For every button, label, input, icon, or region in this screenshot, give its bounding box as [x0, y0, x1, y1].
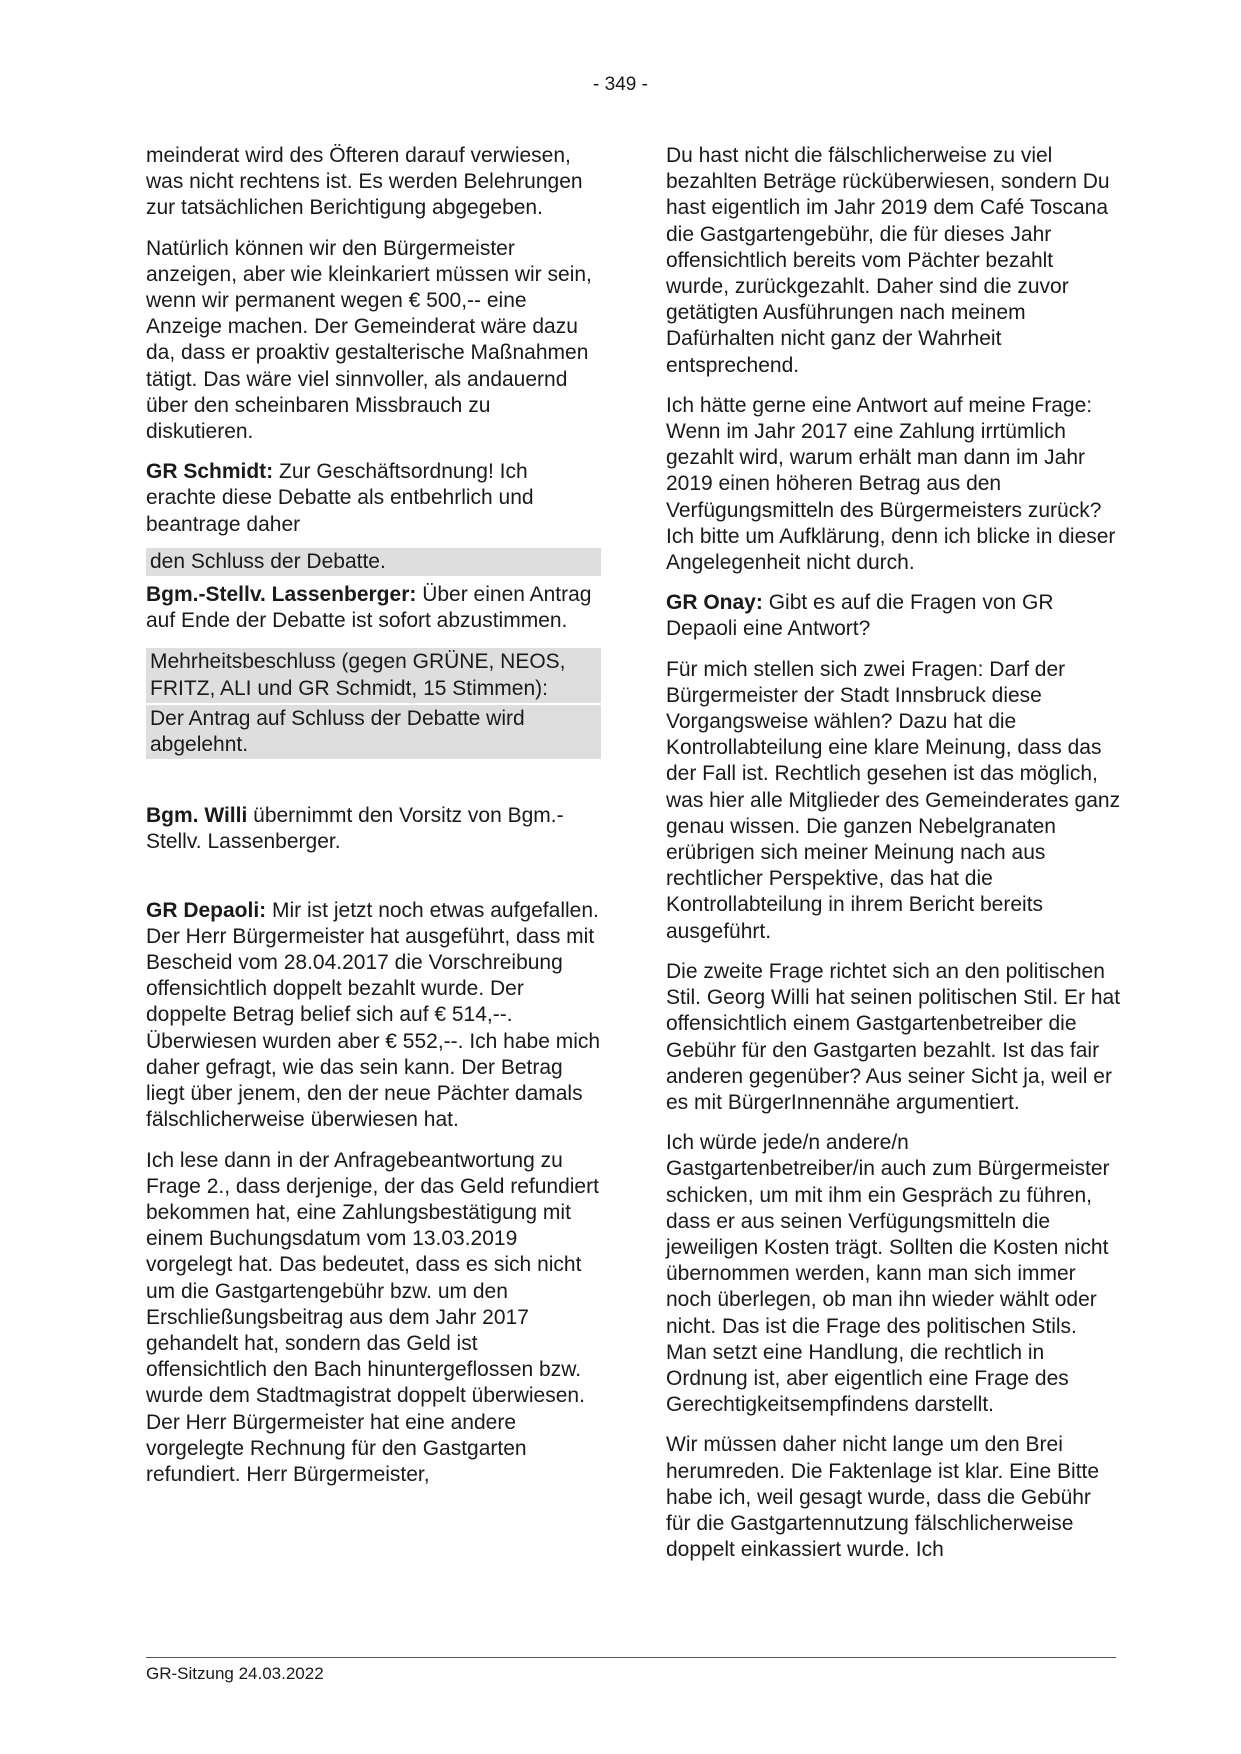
- paragraph: Ich würde jede/n andere/n Gastgartenbetreiber/in auch zum Bürgermeister schicken, um mit ihm ein Gespräch zu führen, dass er aus seinen Verfügungsmitteln die jeweiligen Kosten trägt. Sollten die Kosten nicht übernommen werden, kann man sich immer noch überlegen, ob man ihn wieder wählt oder nicht. Das ist die Frage des politischen Stils. Man setzt eine Handlung, die rechtlich in Ordnung ist, aber eigentlich eine Frage des Gerechtigkeitsempfindens darstellt.: [666, 1131, 1110, 1417]
- vote-result: Mehrheitsbeschluss (gegen GRÜNE, NEOS, FRITZ, ALI und GR Schmidt, 15 Stimmen):: [146, 648, 601, 704]
- footer-divider: [146, 1657, 1116, 1658]
- paragraph: [666, 590, 1121, 642]
- speech-text: Gibt es auf die Fragen von GR Depaoli eine Antwort?: [666, 591, 1054, 641]
- speaker-name: GR Depaoli:: [146, 898, 267, 922]
- paragraph: Wir müssen daher nicht lange um den Brei herumreden. Die Faktenlage ist klar. Eine Bitte habe ich, weil gesagt wurde, dass die Gebühr für die Gastgartennutzung fälschlicherweise doppelt einkassiert wurde. Ich: [666, 1433, 1100, 1562]
- page-number: - 349 -: [593, 74, 648, 95]
- paragraph: Für mich stellen sich zwei Fragen: Darf der Bürgermeister der Stadt Innsbruck diese Vorgangsweise wählen? Dazu hat die Kontrollabteilung eine klare Meinung, dass das der Fall ist. Rechtlich gesehen ist das möglich, was hier alle Mitglieder des Gemeinderates ganz genau wissen. Die ganzen Nebelgranaten erübrigen sich meiner Meinung nach aus rechtlicher Perspektive, das hat die Kontrollabteilung in ihrem Bericht bereits ausgeführt.: [666, 657, 1121, 943]
- paragraph: Natürlich können wir den Bürgermeister anzeigen, aber wie kleinkariert müssen wir sein, wenn wir permanent wegen € 500,-- eine Anzeige machen. Der Gemeinderat wäre dazu da, dass er proaktiv gestalterische Maßnahmen tätigt. Das wäre viel sinnvoller, als andauernd über den scheinbaren Missbrauch zu diskutieren.: [146, 236, 592, 444]
- paragraph: [146, 582, 601, 634]
- paragraph: [146, 898, 601, 1134]
- paragraph: [146, 459, 601, 538]
- speech-text: Zur Geschäftsordnung! Ich erachte diese Debatte als entbehrlich und beantrage daher: [146, 460, 534, 536]
- right-column: [666, 143, 1121, 1577]
- vote-box: [146, 648, 601, 761]
- motion-box: den Schluss der Debatte.: [146, 548, 601, 576]
- speech-text: Über einen Antrag auf Ende der Debatte ist sofort abzustimmen.: [146, 583, 592, 633]
- speaker-name: GR Schmidt:: [146, 460, 274, 484]
- speaker-name: Bgm.-Stellv. Lassenberger:: [146, 583, 417, 607]
- speech-text: Mir ist jetzt noch etwas aufgefallen. Der Herr Bürgermeister hat ausgeführt, dass mit Bescheid vom 28.04.2017 die Vorschreibung offensichtlich doppelt bezahlt wurde. Der doppelte Betrag belief sich auf € 514,--. Überwiesen wurden aber € 552,--. Ich habe mich daher gefragt, wie das sein kann. Der Betrag liegt über jenem, den der neue Pächter damals fälschlicherweise überwiesen hat.: [146, 898, 601, 1132]
- paragraph: meinderat wird des Öfteren darauf verwiesen, was nicht rechtens ist. Es werden Belehrungen zur tatsächlichen Berichtigung abgegeben.: [146, 144, 583, 220]
- paragraph: Ich lese dann in der Anfragebeantwortung zu Frage 2., dass derjenige, der das Geld refundiert bekommen hat, eine Zahlungsbestätigung mit einem Buchungsdatum vom 13.03.2019 vorgelegt hat. Das bedeutet, dass es sich nicht um die Gastgartengebühr bzw. um den Erschließungsbeitrag aus dem Jahr 2017 gehandelt hat, sondern das Geld ist offensichtlich den Bach hinuntergeflossen bzw. wurde dem Stadtmagistrat doppelt überwiesen. Der Herr Bürgermeister hat eine andere vorgelegte Rechnung für den Gastgarten refundiert. Herr Bürgermeister,: [146, 1148, 599, 1486]
- paragraph: Die zweite Frage richtet sich an den politischen Stil. Georg Willi hat seinen politischen Stil. Er hat offensichtlich einem Gastgartenbetreiber die Gebühr für den Gastgarten bezahlt. Ist das fair anderen gegenüber? Aus seiner Sicht ja, weil er es mit BürgerInnennähe argumentiert.: [666, 959, 1121, 1114]
- footer-session-date: GR-Sitzung 24.03.2022: [146, 1664, 324, 1683]
- paragraph: [146, 803, 601, 855]
- speaker-name: Bgm. Willi: [146, 804, 248, 828]
- speaker-name: GR Onay:: [666, 591, 763, 615]
- speech-text: übernimmt den Vorsitz von Bgm.-Stellv. Lassenberger.: [146, 804, 564, 854]
- paragraph: Ich hätte gerne eine Antwort auf meine Frage: Wenn im Jahr 2017 eine Zahlung irrtümlich gezahlt wird, warum erhält man dann im Jahr 2019 einen höheren Betrag aus den Verfügungsmitteln des Bürgermeisters zurück? Ich bitte um Aufklärung, denn ich blicke in dieser Angelegenheit nicht durch.: [666, 393, 1116, 575]
- paragraph: Du hast nicht die fälschlicherweise zu viel bezahlten Beträge rücküberwiesen, sondern Du hast eigentlich im Jahr 2019 dem Café Toscana die Gastgartengebühr, die für dieses Jahr offensichtlich bereits vom Pächter bezahlt wurde, zurückgezahlt. Daher sind die zuvor getätigten Ausführungen nach meinem Dafürhalten nicht ganz der Wahrheit entsprechend.: [666, 144, 1110, 377]
- vote-outcome: Der Antrag auf Schluss der Debatte wird abgelehnt.: [146, 705, 601, 761]
- left-column: [146, 143, 601, 1502]
